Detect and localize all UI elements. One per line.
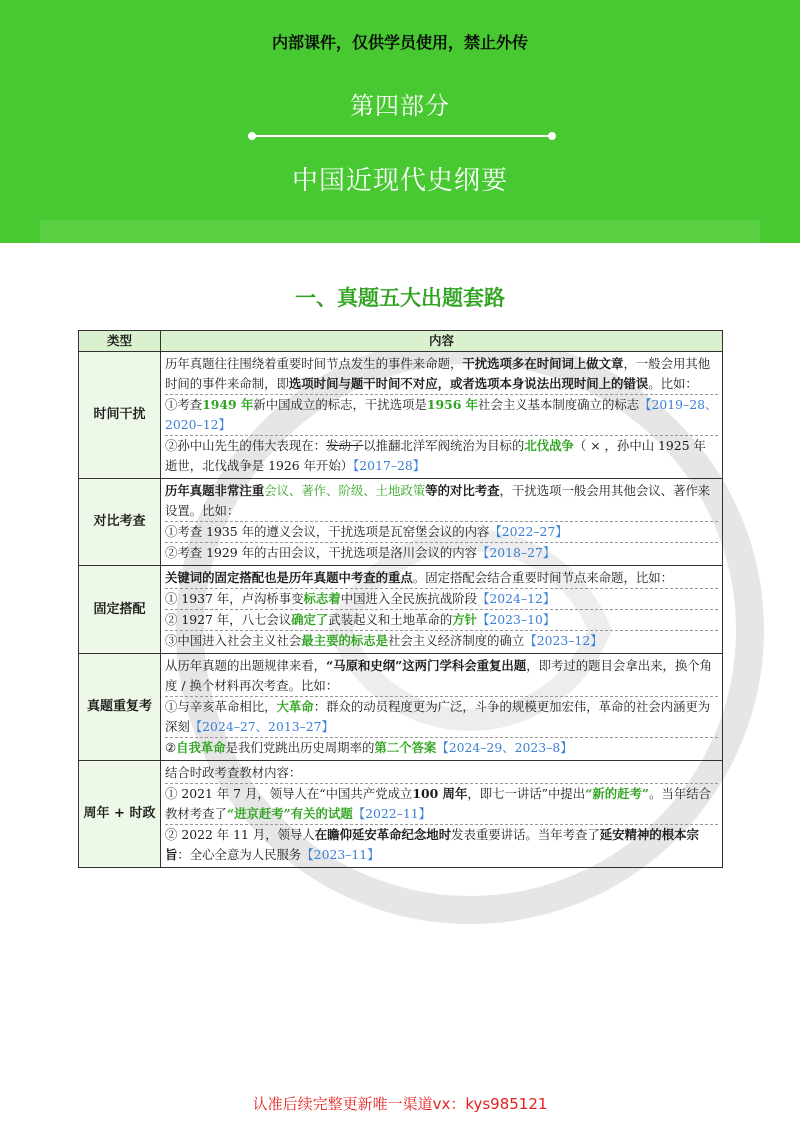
text: 中国进入全民族抗战阶段 xyxy=(340,591,478,606)
example-item xyxy=(165,824,718,865)
subject-title: 中国近现代史纲要 xyxy=(291,166,508,196)
part-title: 第四部分 xyxy=(350,92,450,120)
example-item xyxy=(165,783,718,824)
text: ：全心全意为人民服务 xyxy=(177,847,302,862)
example-item xyxy=(165,521,718,542)
text: 发表重要讲话。当年考查了 xyxy=(451,827,600,842)
text: 干扰选项多在时间词上做文章 xyxy=(462,356,624,371)
exam-reference: 【2024–29、2023–8】 xyxy=(436,740,573,755)
question-pattern-table xyxy=(78,330,723,868)
footer-contact: 认准后续完整更新唯一渠道vx：kys985121 xyxy=(252,1095,548,1113)
intro-text xyxy=(165,568,718,588)
header-band xyxy=(40,220,760,243)
text: ② 1927 年，八七会议 xyxy=(165,612,292,627)
intro-text xyxy=(165,656,718,696)
struck-text: 发动了 xyxy=(326,438,364,453)
text: 。当年结合教材考查了 xyxy=(165,786,711,821)
text: 社会主义经济制度的确立 xyxy=(388,633,525,648)
text: 等的对比考查 xyxy=(425,483,500,498)
text: 100 周年 xyxy=(412,786,468,801)
text: 历年真题非常注重 xyxy=(165,483,265,498)
exam-reference: 【2022–27】 xyxy=(489,524,568,539)
content-cell xyxy=(161,352,723,479)
text: ，干扰选项一般会用其他会议、著作来设置。比如： xyxy=(165,483,711,518)
text: 在瞻仰延安革命纪念地时 xyxy=(314,827,452,842)
text: 从历年真题的出题规律来看， xyxy=(165,658,327,673)
header-banner xyxy=(0,0,800,243)
example-item xyxy=(165,394,718,435)
table-row-anniversary xyxy=(79,761,723,868)
type-cell: 对比考查 xyxy=(79,479,161,566)
text: ① 1937 年，卢沟桥事变 xyxy=(165,591,304,606)
text: ② 2022 年 11 月，领导人 xyxy=(165,827,315,842)
text: ：群众的动员程度更为广泛，斗争的规模更加宏伟，革命的社会内涵更为深刻 xyxy=(165,699,711,734)
type-cell: 时间干扰 xyxy=(79,352,161,479)
example-item xyxy=(165,542,718,563)
highlight: 标志着 xyxy=(303,591,341,606)
example-item xyxy=(165,737,718,758)
highlight: “新的赶考” xyxy=(585,786,650,801)
intro-text xyxy=(165,354,718,394)
highlight: 大革命 xyxy=(276,699,314,714)
type-cell: 周年 + 时政 xyxy=(79,761,161,868)
table-row-time xyxy=(79,352,723,479)
text: ，一般会用其他时间的事件来命制，即 xyxy=(165,356,711,391)
text: 以推翻北洋军阀统治为目标的 xyxy=(363,438,525,453)
text: 是我们党跳出历史周期率的 xyxy=(225,740,375,755)
table-header-row xyxy=(79,331,723,352)
text: ① 2021 年 7 月，领导人在“中国共产党成立 xyxy=(165,786,413,801)
text: 历年真题往往围绕着重要时间节点发生的事件来命题， xyxy=(165,356,463,371)
exam-reference: 【2017–28】 xyxy=(353,458,426,473)
example-item xyxy=(165,588,718,609)
text: ①考查 1935 年的遵义会议，干扰选项是瓦窑堡会议的内容 xyxy=(165,524,490,539)
text: 延安精神的根本宗旨 xyxy=(165,827,699,862)
text: 。固定搭配会结合重要时间节点来命题，比如： xyxy=(412,570,674,585)
text: 关键词的固定搭配也是历年真题中考查的重点 xyxy=(165,570,413,585)
header-divider xyxy=(252,135,552,137)
exam-reference: 【2023–12】 xyxy=(524,633,603,648)
exam-reference: 【2023–10】 xyxy=(477,612,556,627)
content-column-header: 内容 xyxy=(161,331,723,352)
highlight: 方针 xyxy=(452,612,478,627)
type-column-header: 类型 xyxy=(79,331,161,352)
table-row-fixed xyxy=(79,566,723,654)
type-cell: 真题重复考 xyxy=(79,654,161,761)
text: ，即考过的题目会拿出来，换个角度 / 换个材料再次考查。比如： xyxy=(165,658,713,693)
example-item xyxy=(165,630,718,651)
text: 社会主义基本制度确立的标志 xyxy=(478,397,640,412)
text: ，即七一讲话”中提出 xyxy=(467,786,586,801)
section-title: 一、真题五大出题套路 xyxy=(295,286,505,310)
text: ② xyxy=(165,740,177,755)
example-item xyxy=(165,609,718,630)
example-item xyxy=(165,696,718,737)
content-cell xyxy=(161,479,723,566)
exam-reference: 【2022–11】 xyxy=(352,806,432,821)
text: 武装起义和土地革命的 xyxy=(328,612,453,627)
exam-reference: 【2018–27】 xyxy=(477,545,556,560)
text: 选项时间与题干时间不对应，或者选项本身说法出现时间上的错误 xyxy=(288,376,649,391)
highlight: 确定了 xyxy=(291,612,329,627)
text: 新中国成立的标志，干扰选项是 xyxy=(253,397,427,412)
highlight: 自我革命 xyxy=(176,740,226,755)
content-cell xyxy=(161,566,723,654)
intro-text xyxy=(165,481,718,521)
exam-reference: 【2024–27、2013–27】 xyxy=(189,719,334,734)
highlight: 会议、著作、阶级、土地政策 xyxy=(264,483,426,498)
divider-dot-right xyxy=(548,132,556,140)
highlight: 1956 年 xyxy=(426,397,479,412)
text: 。比如： xyxy=(648,376,698,391)
exam-reference: 【2023–11】 xyxy=(301,847,380,862)
text: ②考查 1929 年的古田会议，干扰选项是洛川会议的内容 xyxy=(165,545,478,560)
text: 结合时政考查教材内容： xyxy=(165,765,302,780)
table-row-repeat xyxy=(79,654,723,761)
intro-text xyxy=(165,763,718,783)
highlight: 北伐战争 xyxy=(524,438,574,453)
highlight: 第二个答案 xyxy=(374,740,437,755)
type-cell: 固定搭配 xyxy=(79,566,161,654)
highlight: 1949 年 xyxy=(202,397,254,412)
text: ①考查 xyxy=(165,397,203,412)
text: （ × ，孙中山 1925 年逝世，北伐战争是 1926 年开始） xyxy=(165,438,706,473)
internal-notice: 内部课件，仅供学员使用，禁止外传 xyxy=(271,33,528,52)
text: ①与辛亥革命相比， xyxy=(165,699,277,714)
text: ③中国进入社会主义社会 xyxy=(165,633,302,648)
highlight: 最主要的标志是 xyxy=(301,633,389,648)
example-item xyxy=(165,435,718,476)
table-row-contrast xyxy=(79,479,723,566)
text: ②孙中山先生的伟大表现在： xyxy=(165,438,327,453)
exam-reference: 【2019–28、2020–12】 xyxy=(165,397,718,432)
content-cell xyxy=(161,654,723,761)
highlight: “进京赶考”有关的试题 xyxy=(226,806,353,821)
exam-reference: 【2024–12】 xyxy=(477,591,556,606)
text: “马原和史纲”这两门学科会重复出题 xyxy=(326,658,527,673)
content-cell xyxy=(161,761,723,868)
